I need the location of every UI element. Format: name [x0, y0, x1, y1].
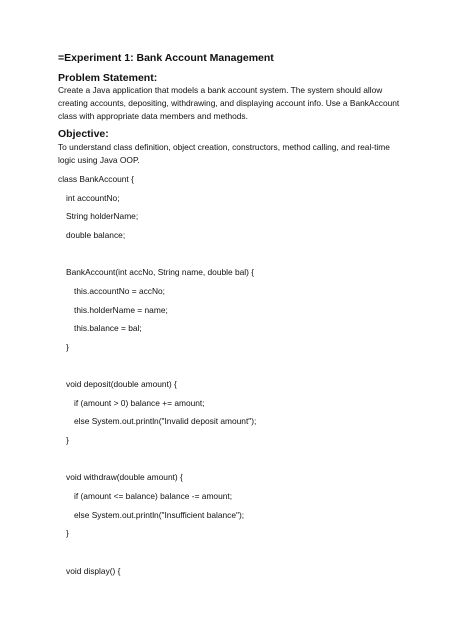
code-line: void deposit(double amount) { — [66, 379, 177, 389]
code-line: this.holderName = name; — [74, 305, 168, 315]
code-line: double balance; — [66, 230, 126, 240]
code-line: else System.out.println("Insufficient balance"); — [74, 510, 245, 520]
code-line: else System.out.println("Invalid deposit amount"); — [74, 416, 257, 426]
code-line: if (amount <= balance) balance -= amount; — [74, 491, 233, 501]
code-line: int accountNo; — [66, 193, 120, 203]
code-line: this.accountNo = accNo; — [74, 286, 166, 296]
problem-statement-text — [58, 84, 418, 124]
code-line: } — [66, 342, 69, 352]
problem-line: creating accounts, depositing, withdrawing, and displaying account info. Use a BankAccount — [58, 98, 400, 109]
problem-line: Create a Java application that models a bank account system. The system should allow — [58, 85, 383, 95]
code-line: String holderName; — [66, 211, 139, 221]
code-line: void display() { — [66, 566, 121, 576]
objective-text — [58, 141, 418, 167]
document-title: =Experiment 1: Bank Account Management — [58, 52, 274, 64]
code-line: class BankAccount { — [58, 174, 134, 184]
code-line: } — [66, 528, 69, 538]
code-line: BankAccount(int accNo, String name, double bal) { — [66, 267, 255, 277]
code-line: void withdraw(double amount) { — [66, 472, 183, 482]
code-line: } — [66, 435, 69, 445]
code-line: this.balance = bal; — [74, 323, 142, 333]
objective-line: To understand class definition, object creation, constructors, method calling, and real-time — [58, 142, 390, 152]
code-line: if (amount > 0) balance += amount; — [74, 398, 205, 408]
problem-line: class with appropriate data members and methods. — [58, 111, 248, 122]
objective-heading: Objective: — [58, 128, 109, 140]
problem-statement-heading: Problem Statement: — [58, 72, 158, 84]
objective-line: logic using Java OOP. — [58, 155, 140, 166]
